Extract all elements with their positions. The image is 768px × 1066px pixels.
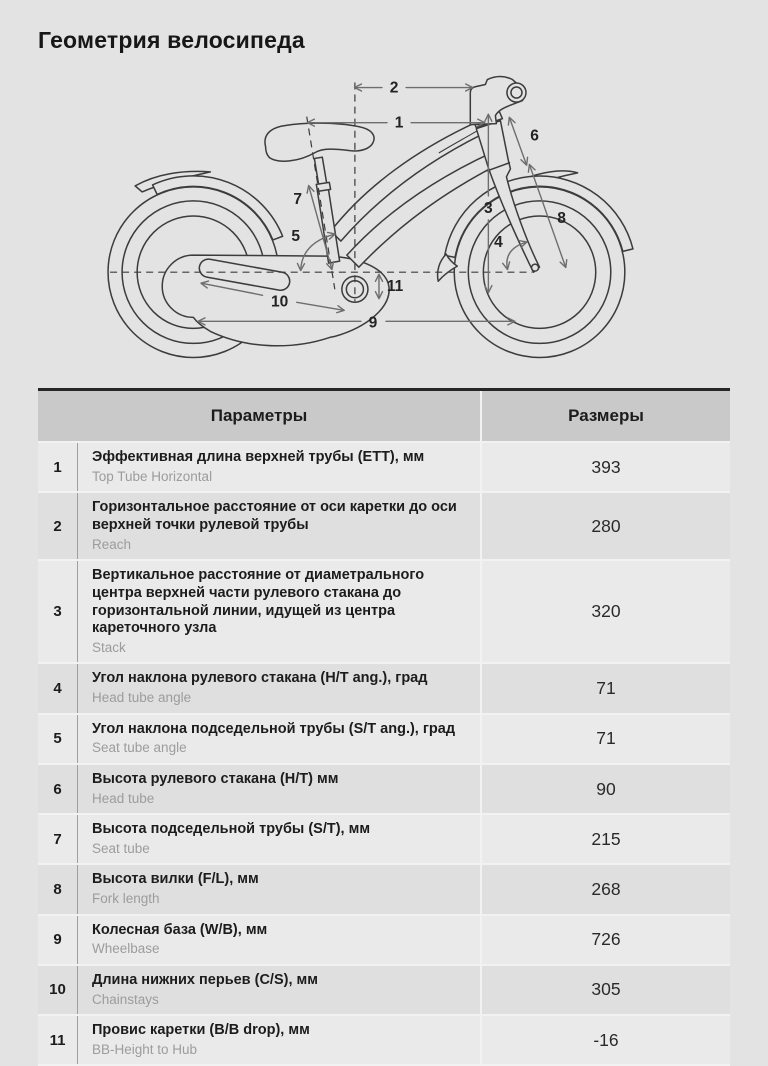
row-number: 11: [38, 1016, 78, 1064]
parameter-cell: [78, 865, 482, 913]
table-row: [38, 914, 730, 964]
parameter-cell: [78, 561, 482, 662]
parameter-value: 726: [591, 929, 621, 950]
saddle-icon: [265, 123, 374, 161]
dimension-label-2: 2: [389, 79, 399, 97]
parameter-name: Горизонтальное расстояние от оси каретки до оси верхней точки рулевой трубы: [92, 499, 457, 533]
parameter-name: Провис каретки (B/B drop), мм: [92, 1022, 310, 1039]
dimension-label-8: 8: [557, 210, 566, 228]
parameter-subname: Wheelbase: [92, 941, 160, 957]
parameter-value: 280: [591, 515, 621, 536]
parameter-value: 305: [591, 979, 621, 1000]
parameter-cell: [78, 765, 482, 813]
row-number: 6: [38, 765, 78, 813]
row-number: 2: [38, 493, 78, 559]
parameter-value: 215: [591, 828, 621, 849]
dimension-label-5: 5: [291, 228, 301, 246]
parameter-subname: BB-Height to Hub: [92, 1041, 198, 1057]
table-row: [38, 813, 730, 863]
row-number: 9: [38, 916, 78, 964]
bike-geometry-diagram: [98, 64, 670, 376]
row-number: 10: [38, 966, 78, 1014]
parameter-subname: Seat tube angle: [92, 740, 187, 756]
row-number: 4: [38, 664, 78, 712]
row-number: 8: [38, 865, 78, 913]
parameter-name: Колесная база (W/B), мм: [92, 921, 268, 938]
table-row: [38, 964, 730, 1014]
parameter-name: Длина нижних перьев (C/S), мм: [92, 971, 318, 988]
parameter-subname: Head tube: [92, 790, 155, 806]
parameter-subname: Head tube angle: [92, 690, 192, 706]
bike-diagram-svg: [98, 64, 670, 376]
parameter-value: 393: [591, 456, 621, 477]
parameter-value: 320: [591, 601, 621, 622]
table-row: [38, 662, 730, 712]
table-row: [38, 763, 730, 813]
parameter-value: 71: [596, 678, 616, 699]
dimension-label-7: 7: [293, 190, 303, 208]
parameter-name: Эффективная длина верхней трубы (ETT), мм: [92, 449, 425, 465]
parameter-cell: [78, 1016, 482, 1064]
row-number: 1: [38, 443, 78, 491]
row-number: 7: [38, 815, 78, 863]
parameter-cell: [78, 966, 482, 1014]
parameter-cell: [78, 493, 482, 559]
table-row: [38, 713, 730, 763]
dimension-label-6: 6: [530, 127, 539, 145]
parameter-name: Высота вилки (F/L), мм: [92, 871, 259, 888]
dimension-label-3: 3: [484, 199, 493, 217]
dimension-label-11: 11: [386, 278, 404, 296]
parameter-subname: Stack: [92, 639, 126, 655]
parameter-name: Вертикальное расстояние от диаметрального центра верхней части рулевого стакана до горизонтальной линии, идущей из центра кареточного узла: [92, 567, 425, 637]
geometry-table: [38, 388, 730, 1066]
dim-6-head-tube: [509, 118, 526, 165]
parameter-value: 90: [596, 778, 616, 799]
seat-tube-icon: [314, 157, 339, 263]
parameter-subname: Top Tube Horizontal: [92, 468, 213, 484]
table-row: [38, 491, 730, 559]
parameter-cell: [78, 916, 482, 964]
column-header-sizes: Размеры: [568, 406, 644, 425]
table-header-row: [38, 391, 730, 441]
parameter-cell: [78, 715, 482, 763]
row-number: 5: [38, 715, 78, 763]
parameter-name: Угол наклона рулевого стакана (H/T ang.), град: [92, 670, 428, 687]
front-wheel-icon: [454, 187, 625, 358]
parameter-cell: [78, 664, 482, 712]
dimension-label-1: 1: [394, 114, 404, 132]
table-row: [38, 863, 730, 913]
parameter-name: Угол наклона подседельной трубы (S/T ang.), град: [92, 720, 456, 737]
dimension-label-10: 10: [270, 293, 289, 311]
parameter-value: 268: [591, 879, 621, 899]
parameter-subname: Seat tube: [92, 840, 150, 856]
parameter-subname: Reach: [92, 536, 132, 552]
row-number: 3: [38, 561, 78, 662]
parameter-value: -16: [593, 1029, 619, 1050]
column-header-parameters: Параметры: [38, 391, 482, 441]
table-row: [38, 559, 730, 662]
parameter-name: Высота рулевого стакана (H/T) мм: [92, 770, 339, 787]
parameter-value: 71: [596, 728, 616, 749]
page-title: Геометрия велосипеда: [38, 27, 305, 53]
parameter-subname: Fork length: [92, 891, 160, 907]
parameter-cell: [78, 815, 482, 863]
dimension-label-9: 9: [368, 314, 378, 332]
dimension-label-4: 4: [494, 234, 503, 252]
table-row: [38, 1014, 730, 1064]
parameter-subname: Chainstays: [92, 991, 159, 1007]
table-row: [38, 441, 730, 491]
parameter-cell: [78, 443, 482, 491]
parameter-name: Высота подседельной трубы (S/T), мм: [92, 821, 371, 838]
